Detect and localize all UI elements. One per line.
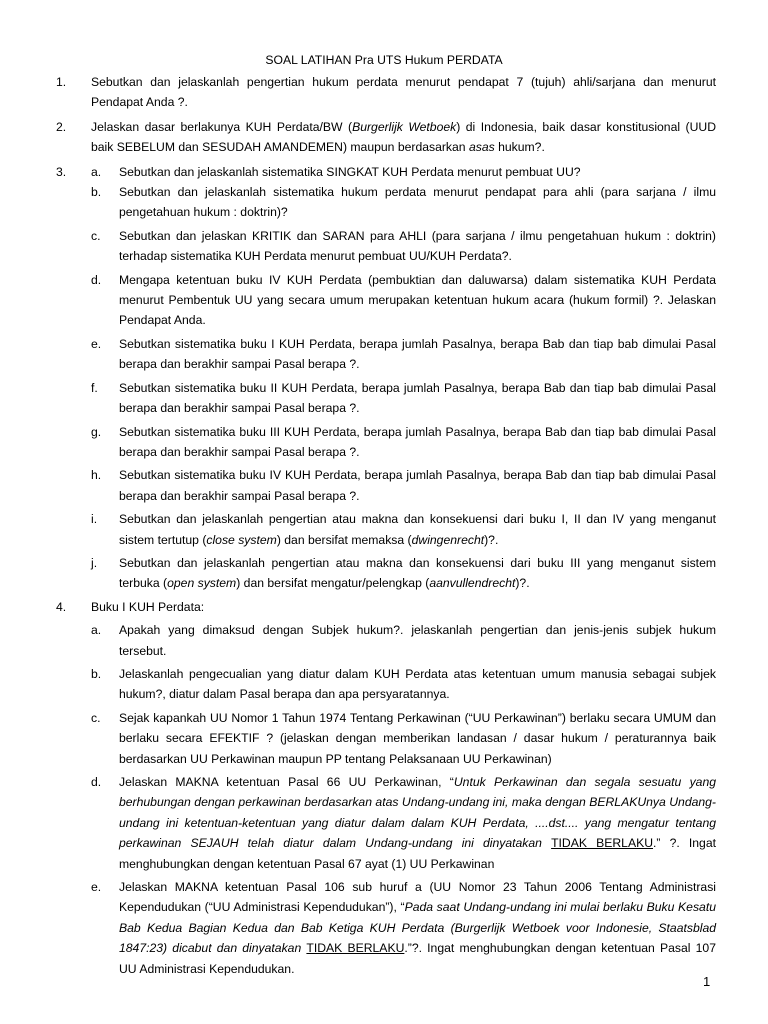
subitem-e (91, 334, 716, 375)
subitem-a (91, 620, 716, 661)
subitem-f (91, 378, 716, 419)
subitem-text: Jelaskanlah pengecualian yang diatur dalam KUH Perdata atas ketentuan umum manusia sebagai subjek hukum?, diatur dalam Pasal berapa dan apa persyaratannya. (119, 666, 716, 702)
question-number: 3. (56, 164, 67, 179)
text-run: ) di Indonesia, baik dasar konstitusional (UUD baik SEBELUM dan SESUDAH AMANDEMEN) maupun berdasarkan (91, 119, 717, 155)
text-run: Jelaskan dasar berlakunya KUH Perdata/BW ( (91, 119, 353, 134)
text-run: ) dan bersifat memaksa ( (276, 532, 412, 547)
subitem-letter: d. (91, 272, 102, 287)
question-number: 1. (56, 75, 67, 89)
subitem-g (91, 422, 716, 463)
text-run: ) dan bersifat mengatur/pelengkap ( (236, 576, 430, 591)
text-run: hukum?. (494, 140, 545, 155)
question-number: 4. (56, 599, 67, 614)
question-number: 2. (56, 119, 67, 134)
subitem-b (91, 664, 716, 705)
subitem-letter: e. (91, 336, 102, 351)
subitem-text (119, 877, 716, 979)
question-text: Sebutkan dan jelaskanlah pengertian hukum perdata menurut pendapat 7 (tujuh) ahli/sarjana dan menurut Pendapat Anda ?. (91, 75, 716, 110)
subitem-letter: b. (91, 185, 102, 200)
subitem-letter: g. (91, 424, 102, 439)
text-run: Sebutkan dan jelaskanlah pengertian atau makna dan konsekuensi dari buku III yang menganut sistem terbuka ( (119, 555, 716, 591)
subitem-text: Sebutkan dan jelaskanlah sistematika SINGKAT KUH Perdata menurut pembuat UU? (119, 164, 581, 179)
italic-term: aanvullendrecht (429, 576, 516, 591)
subitem-d (91, 772, 716, 874)
subitem-letter: d. (91, 775, 102, 789)
subitem-letter: e. (91, 880, 102, 895)
subitem-text: Sebutkan sistematika buku III KUH Perdata, berapa jumlah Pasalnya, berapa Bab dan tiap bab dimulai Pasal berapa dan berakhir sampai Pasal berapa ?. (119, 424, 716, 459)
question-4-subitems (91, 620, 716, 979)
subitem-letter: c. (91, 228, 101, 243)
subitem-text: Sebutkan dan jelaskan KRITIK dan SARAN para AHLI (para sarjana / ilmu pengetahuan hukum : doktrin) terhadap sistematika KUH Perdata menurut pembuat UU/KUH Perdata?. (119, 228, 716, 264)
italic-term: asas (468, 140, 495, 155)
subitem-c (91, 708, 716, 769)
text-run: Jelaskan MAKNA ketentuan Pasal 66 UU Perkawinan, “ (119, 775, 454, 789)
subitem-text: Sebutkan sistematika buku IV KUH Perdata, berapa jumlah Pasalnya, berapa Bab dan tiap bab dimulai Pasal berapa dan berakhir sampai Pasal berapa ?. (119, 468, 716, 503)
question-text (91, 117, 716, 158)
subitem-text (119, 553, 716, 594)
question-list (56, 72, 716, 982)
subitem-letter: i. (91, 512, 98, 527)
question-text: Buku I KUH Perdata: (91, 599, 205, 614)
text-run: Jelaskan MAKNA ketentuan Pasal 106 sub huruf a (UU Nomor 23 Tahun 2006 Tentang Administrasi Kependudukan (“UU Administrasi Kependudukan”), “ (119, 880, 716, 915)
text-run: .” ?. Ingat menghubungkan dengan ketentuan Pasal 67 ayat (1) UU Perkawinan (119, 836, 716, 871)
italic-term: dwingenrecht (411, 532, 485, 547)
subitem-letter: b. (91, 666, 102, 681)
underlined-term: TIDAK BERLAKU (551, 836, 654, 851)
italic-term: close system (206, 532, 277, 547)
question-subitem-a (91, 162, 716, 182)
subitem-text: Sejak kapankah UU Nomor 1 Tahun 1974 Tentang Perkawinan (“UU Perkawinan”) berlaku secara UMUM dan berlaku secara EFEKTIF ? (jelaskan dengan memberikan landasan / dasar hukum / peraturannya baik berdasarkan UU Perkawinan maupun PP tentang Pelaksanaan UU Perkawinan) (119, 710, 716, 766)
text-run: .”?. Ingat menghubungkan dengan ketentuan Pasal 107 UU Administrasi Kependudukan. (119, 941, 716, 976)
subitem-letter: c. (91, 710, 101, 725)
subitem-row (91, 162, 716, 182)
underlined-term: TIDAK BERLAKU (306, 941, 405, 956)
subitem-letter: a. (91, 164, 102, 179)
italic-term: open system (167, 576, 237, 591)
italic-quote: Pada saat Undang-undang ini mulai berlaku Buku Kesatu Bab Kedua Bagian Kedua dan Bab Ketiga KUH Perdata (Burgerlijk Wetboek voor Indonesie, Staatsblad 1847:23) dicabut dan dinyatakan (119, 900, 716, 956)
text-run: )?. (484, 532, 499, 547)
question-2 (56, 117, 716, 158)
question-3-subitems (91, 182, 716, 594)
document-title: SOAL LATIHAN Pra UTS Hukum PERDATA (265, 53, 503, 67)
subitem-letter: a. (91, 623, 102, 638)
text-run: )?. (515, 576, 530, 591)
subitem-text: Sebutkan sistematika buku I KUH Perdata, berapa jumlah Pasalnya, berapa Bab dan tiap bab dimulai Pasal berapa dan berakhir sampai Pasal berapa ?. (119, 336, 716, 372)
subitem-letter: j. (91, 555, 98, 570)
italic-quote: Untuk Perkawinan dan segala sesuatu yang berhubungan dengan perkawinan berdasarkan atas Undang-undang ini, maka dengan BERLAKUnya Undang-undang ini ketentuan-ketentuan yang diatur dalam dalam KUH Perdata, ....dst.... yang mengatur tentang perkawinan SEJAUH telah diatur dalam Undang-undang ini dinyatakan (119, 775, 717, 851)
subitem-letter: h. (91, 468, 102, 483)
subitem-text: Apakah yang dimaksud dengan Subjek hukum?. jelaskanlah pengertian dan jenis-jenis subjek hukum tersebut. (119, 623, 716, 658)
subitem-j (91, 553, 716, 594)
subitem-h (91, 465, 716, 506)
subitem-text: Sebutkan dan jelaskanlah sistematika hukum perdata menurut pendapat para ahli (para sarjana / ilmu pengetahuan hukum : doktrin)? (119, 185, 716, 220)
subitem-e (91, 877, 716, 979)
question-4 (56, 597, 716, 617)
subitem-text: Sebutkan sistematika buku II KUH Perdata, berapa jumlah Pasalnya, berapa Bab dan tiap bab dimulai Pasal berapa dan berakhir sampai Pasal berapa ?. (119, 380, 716, 416)
subitem-c (91, 226, 716, 267)
subitem-i (91, 509, 716, 550)
question-3 (56, 162, 716, 182)
page-number: 1 (703, 974, 711, 989)
italic-term: Burgerlijk Wetboek (352, 119, 457, 134)
subitem-text: Mengapa ketentuan buku IV KUH Perdata (pembuktian dan daluwarsa) dalam sistematika KUH Perdata menurut Pembentuk UU yang secara umum merupakan ketentuan hukum acara (hukum formil) ?. Jelaskan Pendapat Anda. (119, 272, 716, 328)
text-run: Sebutkan dan jelaskanlah pengertian atau makna dan konsekuensi dari buku I, II dan IV yang menganut sistem tertutup ( (119, 512, 716, 547)
subitem-letter: f. (91, 380, 98, 395)
subitem-b (91, 182, 716, 223)
subitem-d (91, 270, 716, 331)
question-1 (56, 72, 716, 113)
subitem-text (119, 509, 716, 550)
subitem-text (119, 772, 716, 874)
